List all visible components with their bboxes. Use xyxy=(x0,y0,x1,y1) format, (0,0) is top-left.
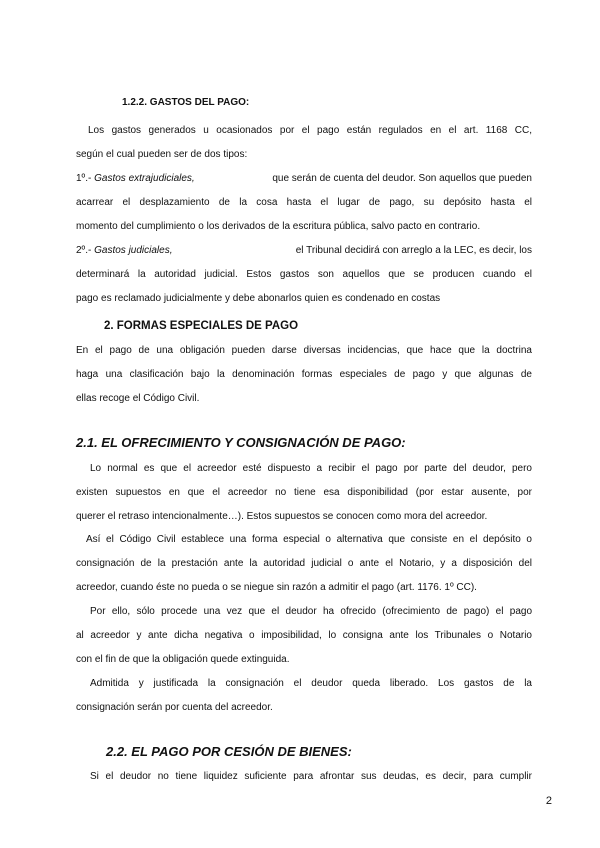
list-item-2-first-line xyxy=(76,239,532,263)
list-term: Gastos extrajudiciales, xyxy=(94,173,195,184)
paragraph-line: haga una clasificación bajo la denominación formas especiales de pago y que algunas de xyxy=(76,369,532,380)
paragraph-line: con el fin de que la obligación quede extinguida. xyxy=(76,654,290,665)
section-heading-2: 2. FORMAS ESPECIALES DE PAGO xyxy=(104,320,299,332)
paragraph-line: pago es reclamado judicialmente y debe abonarlos quien es condenado en costas xyxy=(76,293,441,304)
list-prefix: 1º.- xyxy=(76,173,92,184)
paragraph-line: según el cual pueden ser de dos tipos: xyxy=(76,149,248,160)
list-text: el Tribunal decidirá con arreglo a la LEC, es decir, los xyxy=(295,245,532,256)
paragraph-line: Lo normal es que el acreedor esté dispuesto a recibir el pago por parte del deudor, pero xyxy=(90,463,532,474)
paragraph-line: Admitida y justificada la consignación el deudor queda liberado. Los gastos de la xyxy=(90,678,532,689)
section-heading-1-2-2: 1.2.2. GASTOS DEL PAGO: xyxy=(122,97,250,108)
paragraph-line: Si el deudor no tiene liquidez suficiente para afrontar sus deudas, es decir, para cumplir xyxy=(90,771,532,782)
list-item-1-first-line xyxy=(76,167,532,191)
paragraph-line: Por ello, sólo procede una vez que el deudor ha ofrecido (ofrecimiento de pago) el pago xyxy=(90,606,532,617)
paragraph-line: acarrear el desplazamiento de la cosa hasta el lugar de pago, su depósito hasta el xyxy=(76,197,532,208)
paragraph-line: Así el Código Civil establece una forma especial o alternativa que consiste en el depósito o xyxy=(86,534,532,545)
section-heading-2-2: 2.2. EL PAGO POR CESIÓN DE BIENES: xyxy=(106,744,352,759)
page-number: 2 xyxy=(545,795,552,807)
paragraph-line: consignación serán por cuenta del acreedor. xyxy=(76,702,273,713)
section-heading-2-1: 2.1. EL OFRECIMIENTO Y CONSIGNACIÓN DE PAGO: xyxy=(76,435,406,450)
paragraph-line: acreedor, cuando éste no pueda o se niegue sin razón a admitir el pago (art. 1176. 1º CC). xyxy=(76,582,477,593)
paragraph-line: querer el retraso intencionalmente…). Estos supuestos se conocen como mora del acreedor. xyxy=(76,511,488,522)
paragraph-line: consignación de la prestación ante la autoridad judicial o ante el Notario, y a disposición del xyxy=(76,558,532,569)
paragraph-line: momento del cumplimiento o los derivados de la escritura pública, salvo pacto en contrario. xyxy=(76,221,481,232)
list-prefix: 2º.- xyxy=(76,245,92,256)
paragraph-line: existen supuestos en que el acreedor no tiene esa disponibilidad (por estar ausente, por xyxy=(76,487,532,498)
list-text: que serán de cuenta del deudor. Son aquellos que pueden xyxy=(272,173,532,184)
paragraph-line: ellas recoge el Código Civil. xyxy=(76,393,200,404)
list-term: Gastos judiciales, xyxy=(94,245,173,256)
paragraph-line: determinará la autoridad judicial. Estos gastos son aquellos que se producen cuando el xyxy=(76,269,532,280)
paragraph-line: Los gastos generados u ocasionados por el pago están regulados en el art. 1168 CC, xyxy=(88,125,532,136)
paragraph-line: al acreedor y ante dicha negativa o imposibilidad, lo consigna ante los Tribunales o Notario xyxy=(76,630,532,641)
paragraph-line: En el pago de una obligación pueden darse diversas incidencias, que hace que la doctrina xyxy=(76,345,532,356)
